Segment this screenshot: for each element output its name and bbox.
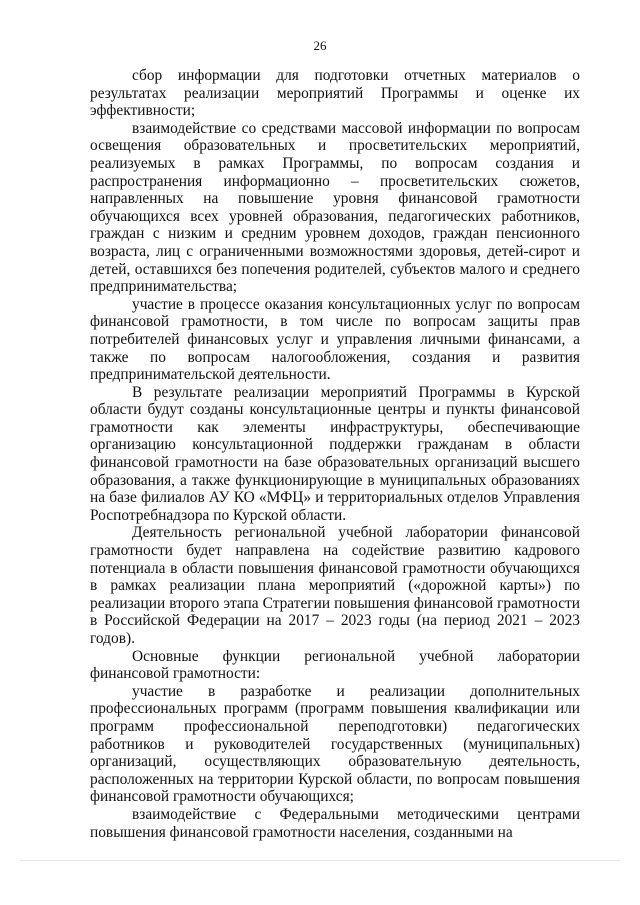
paragraph-federal-centers: взаимодействие с Федеральными методическими центрами повышения финансовой грамотности населения, созданными на	[90, 805, 580, 841]
body-text	[90, 67, 580, 841]
paragraph-consulting-services: участие в процессе оказания консультационных услуг по вопросам финансовой грамотности, в том числе по вопросам защиты прав потребителей финансовых услуг и управления личными финансами, а также по вопросам налогообложения, создания и развития предпринимательской деятельности.	[90, 295, 580, 384]
paragraph-program-development: участие в разработке и реализации дополнительных профессиональных программ (программ повышения квалификации или программ профессиональной переподготовки) педагогических работников и руководителей государственных (муниципальных) организаций, осуществляющих образовательную деятельность, расположенных на территории Курской области, по вопросам повышения финансовой грамотности обучающихся;	[90, 682, 580, 806]
paragraph-program-results: В результате реализации мероприятий Программы в Курской области будут созданы консультационные центры и пункты финансовой грамотности как элементы инфраструктуры, обеспечивающие организацию консультационной поддержки гражданам в области финансовой грамотности на базе образовательных организаций высшего образования, а также функционирующие в муниципальных образованиях на базе филиалов АУ КО «МФЦ» и территориальных отделов Управления Роспотребнадзора по Курской области.	[90, 383, 580, 524]
paragraph-media-interaction: взаимодействие со средствами массовой информации по вопросам освещения образовательных и просветительских мероприятий, реализуемых в рамках Программы, по вопросам создания и распространения информационно – просветительских сюжетов, направленных на повышение уровня финансовой грамотности обучающихся всех уровней образования, педагогических работников, граждан с низким и средним уровнем доходов, граждан пенсионного возраста, лиц с ограниченными возможностями здоровья, детей-сирот и детей, оставшихся без попечения родителей, субъектов малого и среднего предпринимательства;	[90, 119, 580, 296]
paragraph-data-collection: сбор информации для подготовки отчетных материалов о результатах реализации мероприятий Программы и оценке их эффективности;	[90, 67, 580, 120]
paragraph-laboratory-activity: Деятельность региональной учебной лаборатории финансовой грамотности будет направлена на содействие развитию кадрового потенциала в области повышения финансовой грамотности обучающихся в рамках реализации плана мероприятий («дорожной карты») по реализации второго этапа Стратегии повышения финансовой грамотности в Российской Федерации на 2017 – 2023 годы (на период 2021 – 2023 годов).	[90, 524, 580, 647]
scan-fold-line	[20, 860, 620, 861]
paragraph-laboratory-functions-heading: Основные функции региональной учебной лаборатории финансовой грамотности:	[90, 647, 580, 683]
page-number: 26	[313, 38, 327, 53]
